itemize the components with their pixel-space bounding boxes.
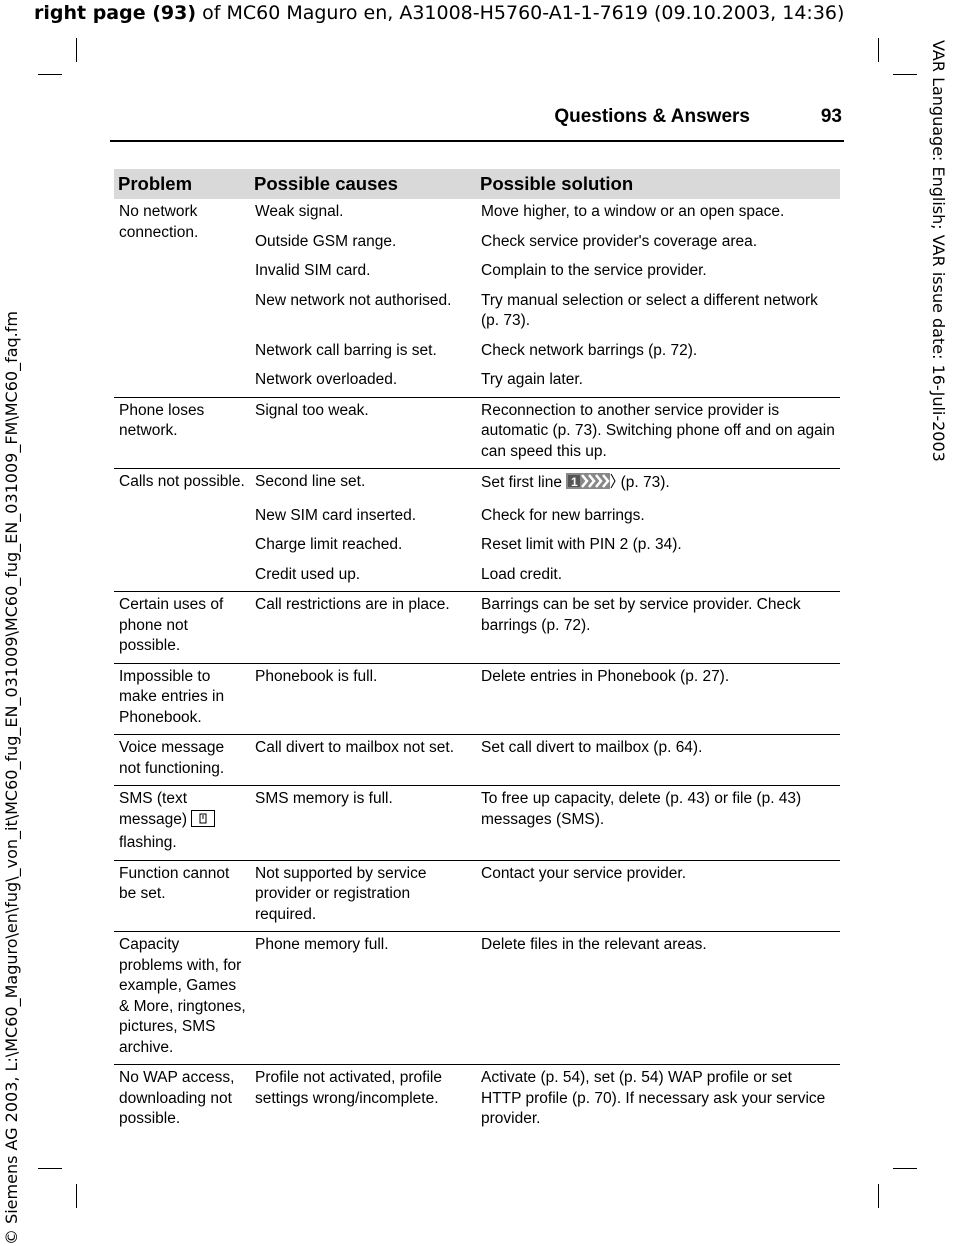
table-row bbox=[114, 860, 840, 932]
problem-text-end: flashing. bbox=[119, 834, 177, 851]
problem-cell: Impossible to make entries in Phonebook. bbox=[114, 663, 250, 735]
cause-cell: SMS memory is full. bbox=[250, 786, 476, 861]
solution-cell: Check for new barrings. bbox=[481, 506, 645, 524]
problem-cell bbox=[114, 786, 250, 861]
file-info-page: right page (93) bbox=[34, 2, 197, 24]
copyright-sidebar bbox=[2, 255, 24, 1245]
cause-cell: Phonebook is full. bbox=[250, 663, 476, 735]
table-row bbox=[114, 199, 840, 229]
cause-cell: Profile not activated, profile settings wrong/incomplete. bbox=[250, 1065, 476, 1136]
crop-mark bbox=[38, 1168, 62, 1169]
file-info-text: of MC60 Maguro en, A31008-H5760-A1-1-7619 (09.10.2003, 14:36) bbox=[196, 2, 845, 24]
header-rule bbox=[110, 140, 844, 142]
crop-mark bbox=[893, 1168, 917, 1169]
sms-envelope-icon bbox=[191, 810, 215, 834]
solution-cell: Try again later. bbox=[481, 371, 583, 388]
cause-cell: Charge limit reached. bbox=[255, 536, 403, 553]
solution-cell: Activate (p. 54), set (p. 54) WAP profile or set HTTP profile (p. 70). If necessary ask your service provider. bbox=[476, 1065, 840, 1136]
solution-cell: Reset limit with PIN 2 (p. 34). bbox=[481, 536, 682, 553]
table-row bbox=[114, 735, 840, 786]
solution-cell: Load credit. bbox=[481, 565, 562, 583]
problem-cell: No WAP access, downloading not possible. bbox=[114, 1065, 250, 1136]
solution-cell: Check service provider's coverage area. bbox=[481, 232, 758, 250]
problem-cell: Voice message not functioning. bbox=[114, 735, 250, 786]
problem-cell: Capacity problems with, for example, Games & More, ringtones, pictures, SMS archive. bbox=[114, 932, 250, 1065]
solution-cell: Complain to the service provider. bbox=[481, 262, 707, 279]
cause-cell: New network not authorised. bbox=[255, 291, 452, 309]
crop-mark bbox=[76, 38, 77, 62]
cause-cell: Signal too weak. bbox=[250, 397, 476, 469]
solution-cell: Try manual selection or select a different network (p. 73). bbox=[481, 291, 818, 329]
cause-cell: Outside GSM range. bbox=[255, 232, 397, 250]
cause-cell: Weak signal. bbox=[255, 203, 344, 220]
header-problem: Problem bbox=[114, 169, 250, 199]
cause-cell: Phone memory full. bbox=[250, 932, 476, 1065]
problem-cell: Phone loses network. bbox=[114, 397, 250, 469]
solution-cell: Move higher, to a window or an open space. bbox=[481, 203, 785, 220]
page-number: 93 bbox=[820, 106, 842, 127]
cause-cell: Credit used up. bbox=[255, 565, 361, 583]
line-1-icon bbox=[566, 472, 616, 497]
problem-cell: Function cannot be set. bbox=[114, 860, 250, 932]
solution-text-end: (p. 73). bbox=[616, 474, 670, 491]
solution-cell: Check network barrings (p. 72). bbox=[481, 341, 698, 359]
crop-mark bbox=[76, 1184, 77, 1208]
table-row bbox=[114, 663, 840, 735]
solution-cell: Barrings can be set by service provider. Check barrings (p. 72). bbox=[476, 592, 840, 664]
cause-cell: Network call barring is set. bbox=[255, 341, 437, 359]
faq-table bbox=[114, 169, 840, 1136]
cause-cell: Not supported by service provider or registration required. bbox=[250, 860, 476, 932]
crop-mark bbox=[38, 74, 62, 75]
crop-mark bbox=[878, 1184, 879, 1208]
cause-cell: Network overloaded. bbox=[255, 371, 398, 388]
problem-cell: Calls not possible. bbox=[114, 469, 250, 592]
table-row bbox=[114, 469, 840, 503]
solution-cell: Delete files in the relevant areas. bbox=[476, 932, 840, 1065]
solution-cell: To free up capacity, delete (p. 43) or file (p. 43) messages (SMS). bbox=[476, 786, 840, 861]
table-header-row bbox=[114, 169, 840, 199]
crop-mark bbox=[893, 74, 917, 75]
var-info-sidebar bbox=[926, 40, 948, 500]
table-row bbox=[114, 397, 840, 469]
cause-cell: New SIM card inserted. bbox=[255, 506, 417, 524]
header-solution: Possible solution bbox=[476, 169, 840, 199]
solution-cell: Set call divert to mailbox (p. 64). bbox=[476, 735, 840, 786]
var-info-text: VAR Language: English; VAR issue date: 16-Juli-2003 bbox=[929, 40, 948, 462]
crop-mark bbox=[878, 38, 879, 62]
cause-cell: Call restrictions are in place. bbox=[250, 592, 476, 664]
file-info-line bbox=[34, 2, 844, 24]
cause-cell: Call divert to mailbox not set. bbox=[250, 735, 476, 786]
svg-text:1: 1 bbox=[571, 475, 578, 489]
table-row bbox=[114, 786, 840, 861]
solution-text: Set first line bbox=[481, 474, 567, 491]
cause-cell: Invalid SIM card. bbox=[255, 262, 371, 279]
cause-cell: Second line set. bbox=[250, 469, 476, 503]
table-row bbox=[114, 1065, 840, 1136]
solution-cell: Delete entries in Phonebook (p. 27). bbox=[476, 663, 840, 735]
table-row bbox=[114, 932, 840, 1065]
solution-cell bbox=[476, 469, 840, 503]
problem-text: SMS (text message) bbox=[119, 790, 192, 828]
section-title: Questions & Answers bbox=[554, 106, 750, 127]
solution-cell: Reconnection to another service provider is automatic (p. 73). Switching phone off and on again can speed this up. bbox=[476, 397, 840, 469]
table-row bbox=[114, 592, 840, 664]
header-causes: Possible causes bbox=[250, 169, 476, 199]
problem-cell: Certain uses of phone not possible. bbox=[114, 592, 250, 664]
copyright-text: © Siemens AG 2003, L:\MC60_Maguro\en\fug\_von_it\MC60_fug_EN_031009\MC60_fug_EN_031009_FM\MC60_faq.fm bbox=[2, 311, 21, 1245]
page-header bbox=[110, 106, 844, 142]
problem-cell: No network connection. bbox=[119, 203, 199, 241]
solution-cell: Contact your service provider. bbox=[476, 860, 840, 932]
